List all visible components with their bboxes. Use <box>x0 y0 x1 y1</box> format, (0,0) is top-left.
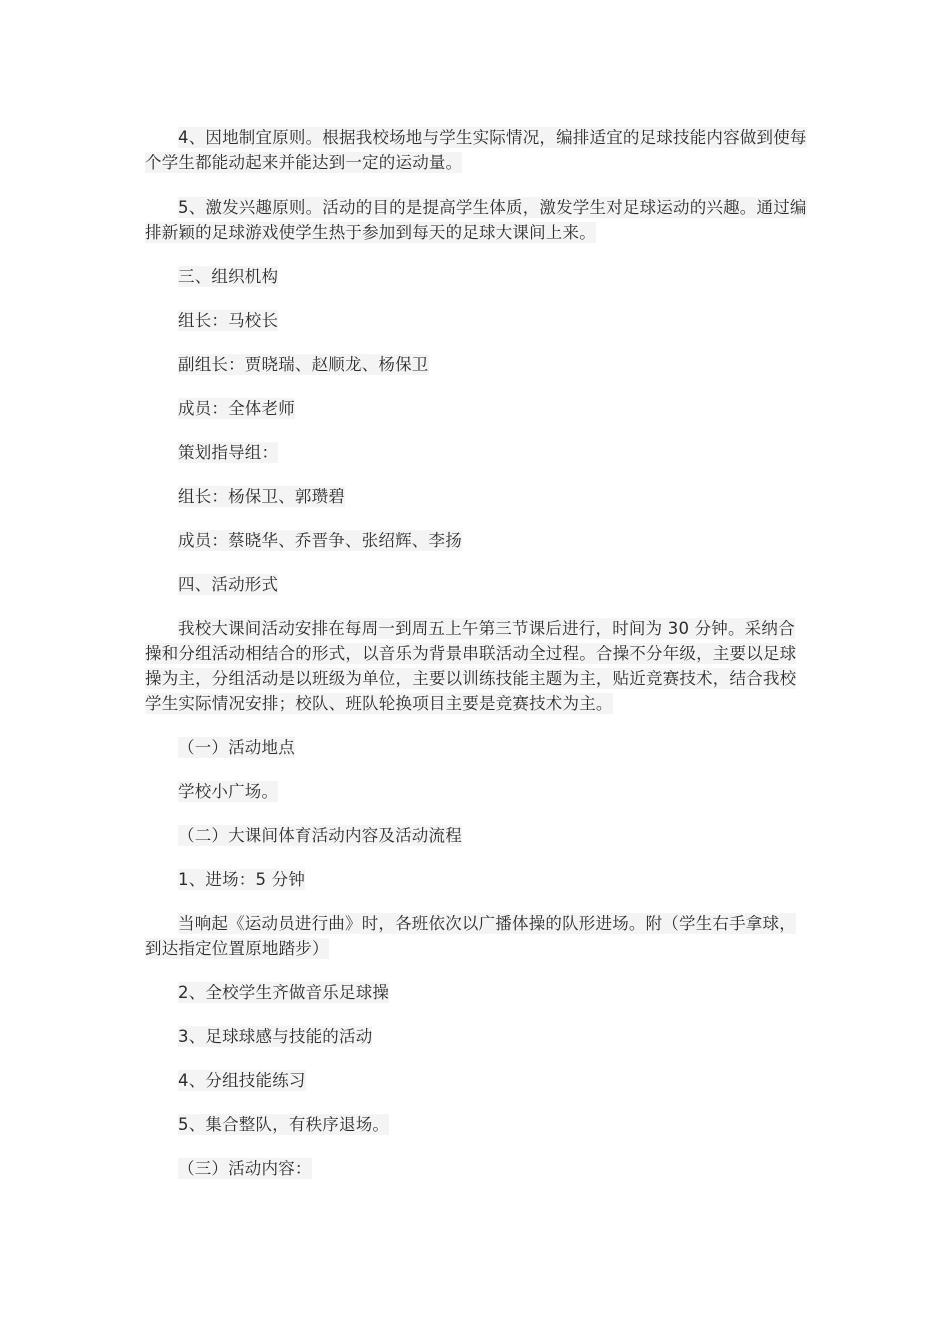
paragraph-text: 5、激发兴趣原则。活动的目的是提高学生体质，激发学生对足球运动的兴趣。通过编排新颖的足球游戏使学生热于参加到每天的足球大课间上来。 <box>145 198 807 242</box>
paragraph-text: 学校小广场。 <box>178 782 279 801</box>
paragraph-entrance <box>145 911 810 961</box>
section-heading-activity-form <box>145 572 810 597</box>
paragraph-text: 4、因地制宜原则。根据我校场地与学生实际情况，编排适宜的足球技能内容做到使每个学生都能动起来并能达到一定的运动量。 <box>145 128 807 172</box>
paragraph-step-3 <box>145 1024 810 1049</box>
paragraph-text: 5、集合整队，有秩序退场。 <box>178 1115 390 1134</box>
paragraph-planning-group <box>145 440 810 465</box>
subheading-activity-content <box>145 1156 810 1181</box>
paragraph-step-1 <box>145 867 810 892</box>
paragraph-members <box>145 396 810 421</box>
paragraph-principle-4 <box>145 125 810 175</box>
paragraph-text: 成员：蔡晓华、乔晋争、张绍辉、李扬 <box>178 531 462 550</box>
subheading-location <box>145 735 810 760</box>
paragraph-text: 1、进场：5 分钟 <box>178 870 306 889</box>
heading-text: （三）活动内容： <box>178 1159 312 1178</box>
heading-text: （一）活动地点 <box>178 738 295 757</box>
paragraph-text: 组长：杨保卫、郭瓒碧 <box>178 487 345 506</box>
heading-text: 三、组织机构 <box>178 267 279 286</box>
heading-text: 四、活动形式 <box>178 575 279 594</box>
paragraph-step-2 <box>145 980 810 1005</box>
paragraph-location <box>145 779 810 804</box>
paragraph-text: 3、足球球感与技能的活动 <box>178 1027 373 1046</box>
paragraph-text: 副组长：贾晓瑞、赵顺龙、杨保卫 <box>178 355 429 374</box>
paragraph-group-members <box>145 528 810 553</box>
paragraph-step-4 <box>145 1068 810 1093</box>
paragraph-text: 当响起《运动员进行曲》时，各班依次以广播体操的队形进场。附（学生右手拿球，到达指定位置原地踏步） <box>145 914 796 958</box>
paragraph-text: 策划指导组： <box>178 443 279 462</box>
paragraph-leader <box>145 308 810 333</box>
paragraph-text: 4、分组技能练习 <box>178 1071 306 1090</box>
section-heading-organization <box>145 264 810 289</box>
paragraph-text: 组长：马校长 <box>178 311 279 330</box>
paragraph-text: 成员：全体老师 <box>178 399 295 418</box>
paragraph-group-leaders <box>145 484 810 509</box>
subheading-content-flow <box>145 823 810 848</box>
paragraph-text: 2、全校学生齐做音乐足球操 <box>178 983 390 1002</box>
paragraph-activity-form <box>145 616 810 716</box>
paragraph-deputy-leaders <box>145 352 810 377</box>
paragraph-principle-5 <box>145 195 810 245</box>
heading-text: （二）大课间体育活动内容及活动流程 <box>178 826 462 845</box>
paragraph-text: 我校大课间活动安排在每周一到周五上午第三节课后进行，时间为 30 分钟。采纳合操和分组活动相结合的形式，以音乐为背景串联活动全过程。合操不分年级，主要以足球操为主，分组活动是以班级为单位，主要以训练技能主题为主，贴近竞赛技术，结合我校学生实际情况安排；校队、班队轮换项目主要是竞赛技术为主。 <box>145 619 797 713</box>
paragraph-step-5 <box>145 1112 810 1137</box>
